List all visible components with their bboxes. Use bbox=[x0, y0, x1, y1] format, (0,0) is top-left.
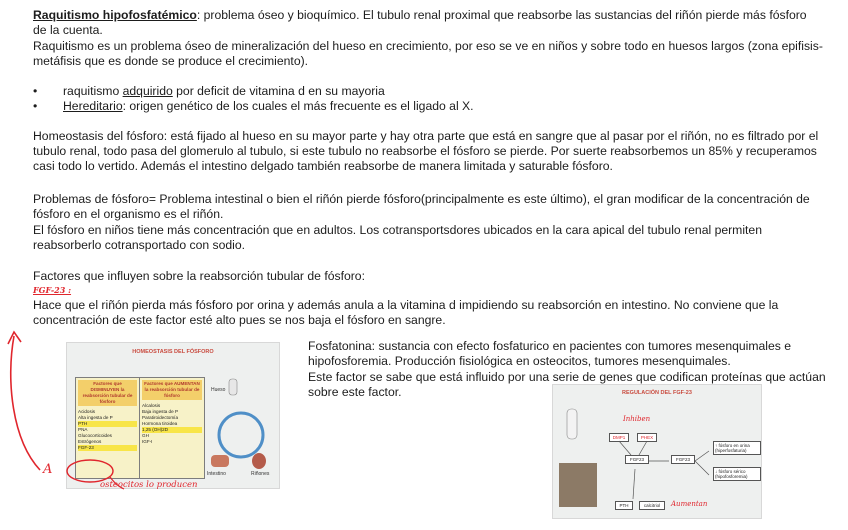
list-item bbox=[33, 84, 474, 99]
inhibit-annotation: Inhiben bbox=[623, 415, 651, 423]
bullet-after: por deficit de vitamina d en su mayoria bbox=[172, 84, 385, 98]
arrow-a-annotation: A bbox=[43, 462, 53, 477]
slide-title: REGULACIÓN DEL FGF-23 bbox=[622, 390, 692, 396]
rickets-intro bbox=[33, 8, 823, 38]
factors-heading: Factores que influyen sobre la reabsorción tubular de fósforo: bbox=[33, 269, 365, 283]
bullet-underlined: Hereditario bbox=[63, 99, 123, 114]
rickets-definition: Raquitismo es un problema óseo de mineralización del hueso en crecimiento, por eso se ve en niños y sobre todo en huesos largos (zona epifisis-metáfisis que es donde se produce el crecimiento). bbox=[33, 39, 823, 69]
fosfatonina-genes-paragraph: Este factor se sabe que está influido por una serie de genes que codifican proteínas que actúan sobre este factor. bbox=[308, 370, 826, 400]
table-cell: Alta ingesta de P bbox=[78, 415, 113, 420]
increase-annotation: Aumentan bbox=[671, 500, 708, 508]
rickets-intro-text: : problema óseo y bioquímico. El tubulo renal proximal que reabsorbe las sustancias del riñón pierde más fósforo de la cuenta. bbox=[33, 8, 807, 38]
fosfatonina-paragraph: Fosfatonina: sustancia con efecto fosfaturico en pacientes con tumores mesenquimales e hipofosforemia. Producción fisiológica en osteocitos, tumores mesenquimales. bbox=[308, 339, 792, 369]
fgf23-handwritten-label: FGF-23 : bbox=[33, 285, 72, 295]
table-cell: Alcalosis bbox=[142, 403, 161, 408]
calcitriol-box: calcitriol bbox=[639, 501, 665, 510]
rickets-bullet-list bbox=[33, 84, 474, 114]
list-item bbox=[33, 99, 474, 114]
table-cell: GH bbox=[142, 433, 149, 438]
pth-box: PTH bbox=[615, 501, 633, 510]
homeostasis-paragraph: Homeostasis del fósforo: está fijado al hueso en su mayor parte y hay otra parte que está en sangre que al pasar por el riñón, no es filtrado por el tubulo renal, todo pasa del glomerulo al tubulo, si este tubulo no reabsorbe el fósforo se pierde. Por suerte reabsorbemos un 85% y recuperamos casi todo lo vertido. Además el intestino delgado también reabsorbe de manera limitada y saturable fósforo. bbox=[33, 129, 819, 174]
increase-header: Factores que AUMENTAN la reabsorción tubular de fósforo bbox=[142, 380, 202, 400]
rickets-title: Raquitismo hipofosfatémico bbox=[33, 8, 197, 22]
table-cell: PNA bbox=[78, 427, 88, 432]
table-cell: Paratiroidectomía bbox=[142, 415, 179, 420]
table-cell: Estrógenos bbox=[78, 439, 102, 444]
table-cell: Hormona tiroidea bbox=[142, 421, 178, 426]
bullet-underlined: adquirido bbox=[122, 84, 173, 98]
table-cell: FGF-23 bbox=[78, 445, 137, 451]
fgf23-regulation-slide-image bbox=[552, 384, 762, 519]
table-cell: IGF-I bbox=[142, 439, 153, 444]
table-cell: Acidosis bbox=[78, 409, 96, 414]
table-cell: 1,25 (OH)2D bbox=[142, 427, 202, 433]
children-paragraph: El fósforo en niños tiene más concentración que en adultos. Los cotransportsdores ubicados en la cara apical del tubulo renal permiten reabsorberlo cotransportado con sodio. bbox=[33, 223, 762, 253]
phosphaturia-result: ↑ fósforo en orina (hiperfosfaturia) bbox=[713, 441, 761, 455]
table-cell: Glucocorticoides bbox=[78, 433, 112, 438]
table-cell: PTH bbox=[78, 421, 137, 427]
bullet-after: : origen genético de los cuales el más frecuente es el ligado al X. bbox=[122, 99, 474, 114]
kidney-label: Riñones bbox=[251, 471, 270, 477]
fgf23-paragraph: Hace que el riñón pierda más fósforo por orina y además anula a la vitamina d impidiendo su reabsorción en intestino. No conviene que la concentración de este factor esté alto pues se nos baja el fósforo en sangre. bbox=[33, 298, 779, 328]
dmp1-box: DMP1 bbox=[609, 433, 629, 442]
bullet-before: raquitismo bbox=[63, 84, 123, 98]
fgf23-box: FGF23 bbox=[625, 455, 649, 464]
bone-label: Hueso bbox=[211, 387, 226, 393]
decrease-header: Factores que DISMINUYEN la reabsorción tubular de fósforo bbox=[78, 380, 137, 406]
intestine-label: Intestino bbox=[207, 471, 226, 477]
fgf23-target-box: FGF23 bbox=[671, 455, 695, 464]
phosphate-cycle-diagram bbox=[207, 373, 273, 479]
problems-paragraph: Problemas de fósforo= Problema intestinal o bien el riñón pierde fósforo(principalmente es este último), el gran modificar de la concentración de fósforo en el organismo es el riñón. bbox=[33, 192, 810, 222]
osteocytes-annotation: osteocitos lo producen bbox=[100, 480, 198, 490]
hypophosphatemia-result: ↓ fósforo sérico (hipofosforemia) bbox=[713, 467, 761, 481]
phex-box: PHEX bbox=[637, 433, 657, 442]
table-cell: Baja ingesta de P bbox=[142, 409, 179, 414]
slide-title: HOMEOSTASIS DEL FÓSFORO bbox=[132, 349, 214, 355]
